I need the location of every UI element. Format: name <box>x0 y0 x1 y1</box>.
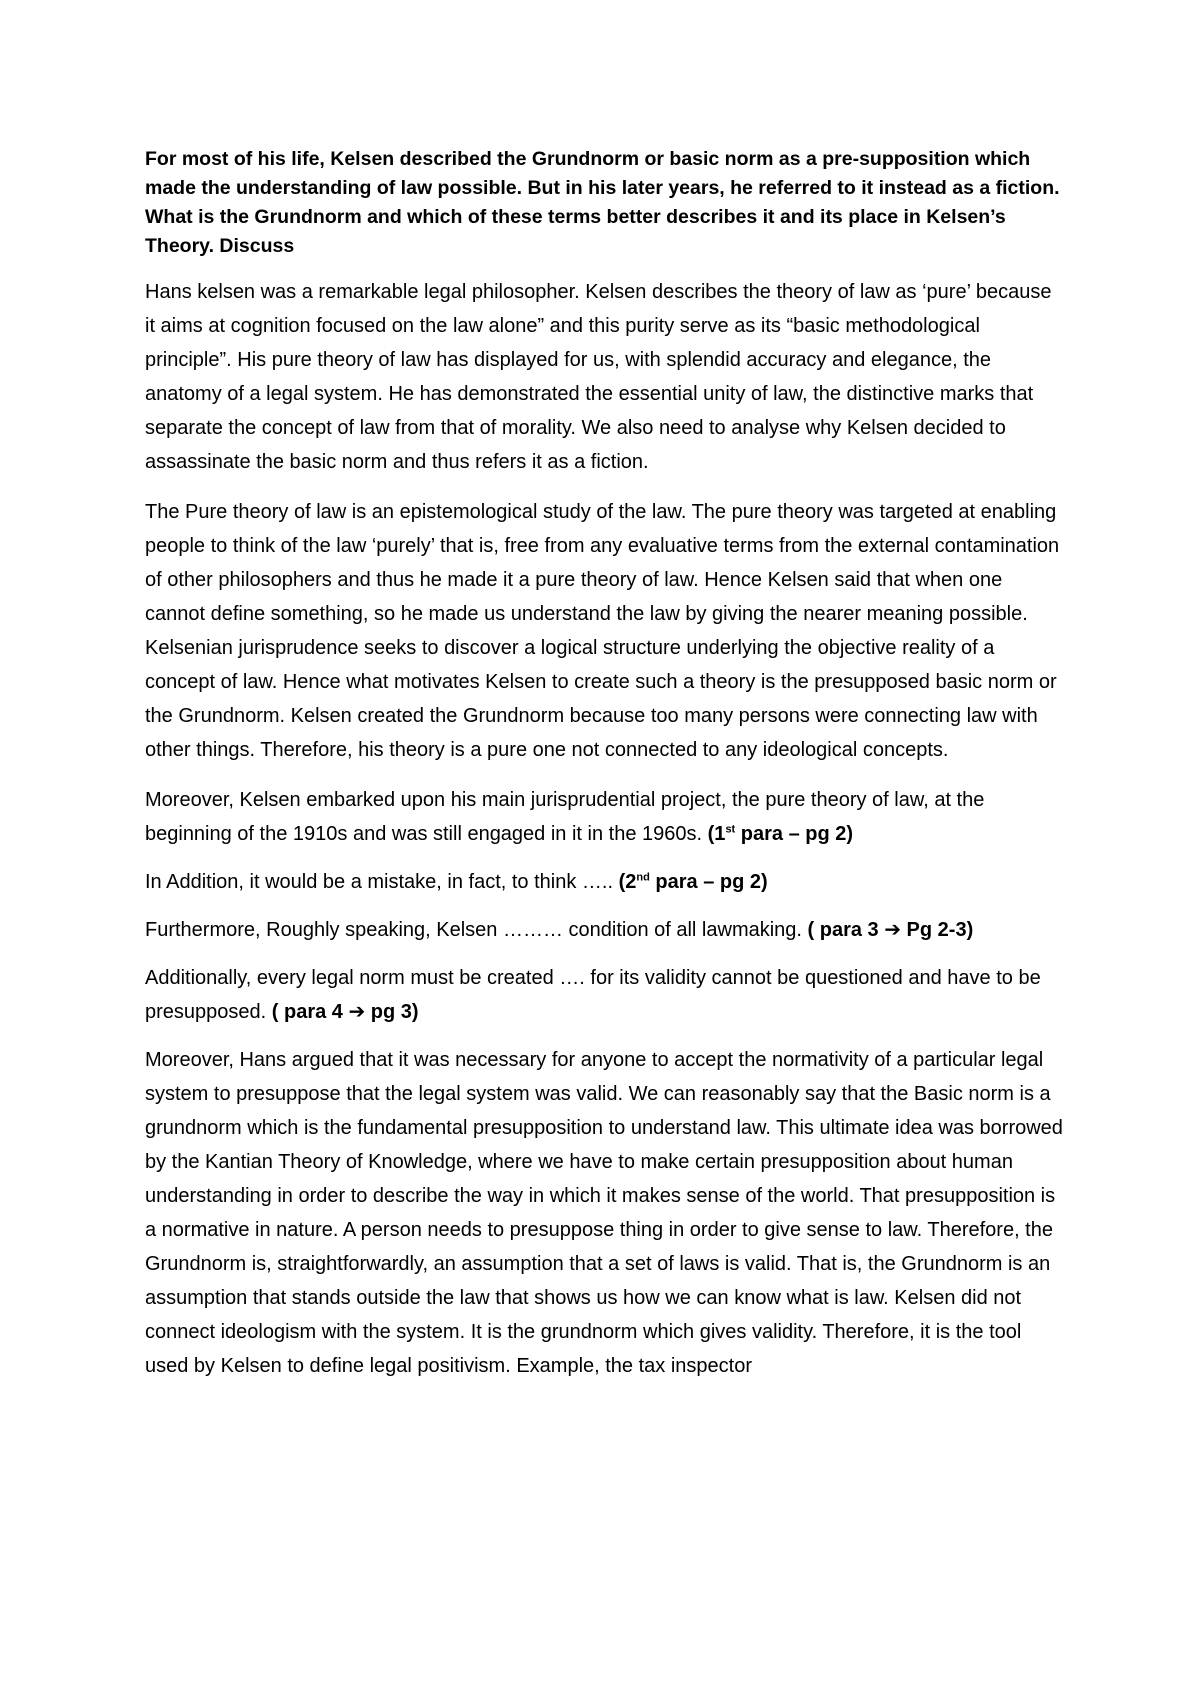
paragraph-text: Moreover, Kelsen embarked upon his main jurisprudential project, the pure theory of law, at the beginning of the 1910s and was still engaged in it in the 1960s. <box>145 789 985 845</box>
arrow-right-icon: ➔ <box>348 1001 366 1023</box>
paragraph-in-addition <box>145 865 1065 899</box>
paragraph-furthermore <box>145 913 1065 947</box>
paragraph-text: In Addition, it would be a mistake, in fact, to think ….. <box>145 871 619 893</box>
paragraph-additionally <box>145 961 1065 1029</box>
document-page <box>145 145 1065 1399</box>
paragraph-moreover-project <box>145 783 1065 851</box>
page-reference: ( para 4 ➔ pg 3) <box>271 1001 419 1023</box>
paragraph-introduction: Hans kelsen was a remarkable legal philosopher. Kelsen describes the theory of law as ‘pure’ because it aims at cognition focused on the law alone” and this purity serve as its “basic methodological principle”. His pure theory of law has displayed for us, with splendid accuracy and elegance, the anatomy of a legal system. He has demonstrated the essential unity of law, the distinctive marks that separate the concept of law from that of morality. We also need to analyse why Kelsen decided to assassinate the basic norm and thus refers it as a fiction. <box>145 281 1052 473</box>
paragraph-text: Additionally, every legal norm must be created …. for its validity cannot be questioned and have to be presupposed. <box>145 967 1041 1023</box>
paragraph-pure-theory: The Pure theory of law is an epistemological study of the law. The pure theory was targeted at enabling people to think of the law ‘purely’ that is, free from any evaluative terms from the external contamination of other philosophers and thus he made it a pure theory of law. Hence Kelsen said that when one cannot define something, so he made us understand the law by giving the nearer meaning possible. Kelsenian jurisprudence seeks to discover a logical structure underlying the objective reality of a concept of law. Hence what motivates Kelsen to create such a theory is the presupposed basic norm or the Grundnorm. Kelsen created the Grundnorm because too many persons were connecting law with other things. Therefore, his theory is a pure one not connected to any ideological concepts. <box>145 501 1060 761</box>
paragraph-moreover-hans: Moreover, Hans argued that it was necessary for anyone to accept the normativity of a particular legal system to presuppose that the legal system was valid. We can reasonably say that the Basic norm is a grundnorm which is the fundamental presupposition to understand law. This ultimate idea was borrowed by the Kantian Theory of Knowledge, where we have to make certain presupposition about human understanding in order to describe the way in which it makes sense of the world. That presupposition is a normative in nature. A person needs to presuppose thing in order to give sense to law. Therefore, the Grundnorm is, straightforwardly, an assumption that a set of laws is valid. That is, the Grundnorm is an assumption that stands outside the law that shows us how we can know what is law. Kelsen did not connect ideologism with the system. It is the grundnorm which gives validity. Therefore, it is the tool used by Kelsen to define legal positivism. Example, the tax inspector <box>145 1049 1063 1377</box>
arrow-right-icon: ➔ <box>884 919 901 941</box>
paragraph-text: Furthermore, Roughly speaking, Kelsen ……… condition of all lawmaking. <box>145 919 808 941</box>
essay-question: For most of his life, Kelsen described the Grundnorm or basic norm as a pre-supposition which made the understanding of law possible. But in his later years, he referred to it instead as a fiction. What is the Grundnorm and which of these terms better describes it and its place in Kelsen’s Theory. Discuss <box>145 148 1060 257</box>
page-reference: ( para 3 ➔ Pg 2-3) <box>807 919 974 941</box>
page-reference: (1st para – pg 2) <box>707 823 854 845</box>
page-reference: (2nd para – pg 2) <box>618 871 768 893</box>
